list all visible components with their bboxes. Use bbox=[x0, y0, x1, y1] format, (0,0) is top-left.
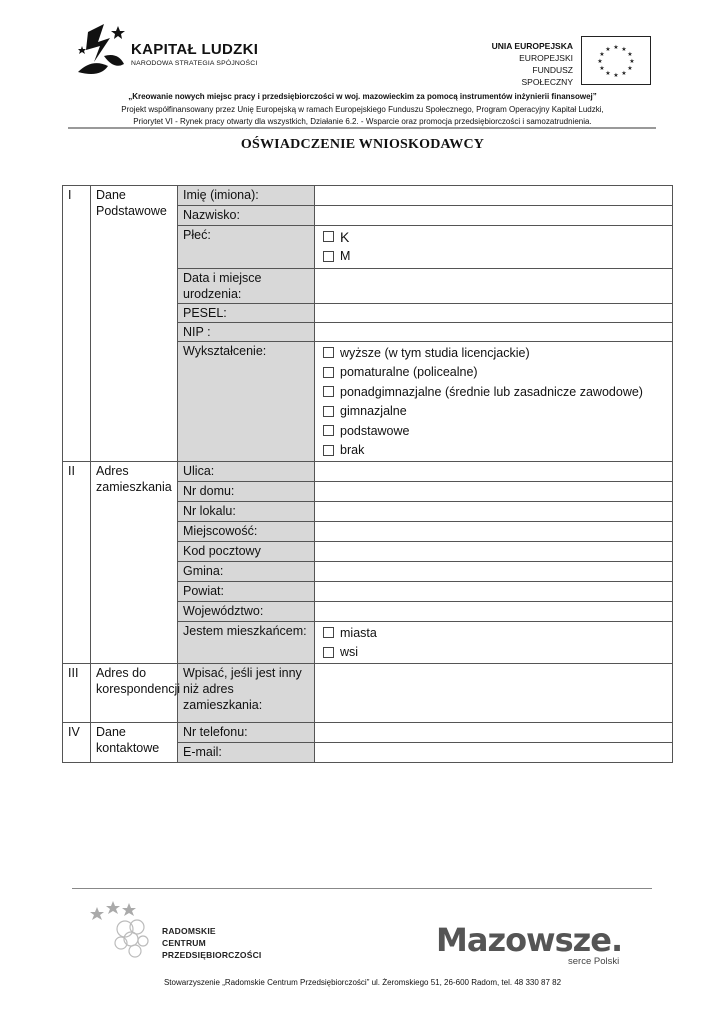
field-label-phone: Nr telefonu: bbox=[178, 723, 315, 743]
svg-text:★: ★ bbox=[621, 46, 627, 53]
checkbox-icon[interactable] bbox=[323, 347, 334, 358]
checkbox-icon[interactable] bbox=[323, 425, 334, 436]
eu-line-3: FUNDUSZ SPOŁECZNY bbox=[521, 65, 573, 87]
residence-options bbox=[315, 622, 673, 664]
education-option-label: gimnazjalne bbox=[340, 404, 407, 419]
field-label-pesel: PESEL: bbox=[178, 304, 315, 323]
field-label-gender: Płeć: bbox=[178, 226, 315, 269]
education-option[interactable] bbox=[320, 441, 668, 461]
section-4-name: Dane kontaktowe bbox=[91, 723, 178, 763]
intro-line-3: Priorytet VI - Rynek pracy otwarty dla wszystkich, Działanie 6.2. - Wsparcie oraz promocja przedsiębiorczości i samozatrudnienia. bbox=[133, 117, 592, 126]
correspondence-address-input[interactable] bbox=[315, 664, 673, 723]
svg-text:★: ★ bbox=[627, 65, 633, 72]
education-option[interactable] bbox=[320, 343, 668, 363]
svg-text:★: ★ bbox=[627, 51, 633, 58]
eu-flag-icon bbox=[581, 36, 651, 85]
checkbox-icon[interactable] bbox=[323, 445, 334, 456]
field-label-county: Powiat: bbox=[178, 582, 315, 602]
field-label-city: Miejscowość: bbox=[178, 522, 315, 542]
intro-project-name: „Kreowanie nowych miejsc pracy i przedsiębiorczości w woj. mazowieckim za pomocą instrumentów inżynierii finansowej” bbox=[128, 92, 597, 101]
email-input[interactable] bbox=[315, 743, 673, 763]
commune-input[interactable] bbox=[315, 562, 673, 582]
field-label-first-name: Imię (imiona): bbox=[178, 186, 315, 206]
kapital-ludzki-subtitle: NARODOWA STRATEGIA SPÓJNOŚCI bbox=[131, 60, 258, 67]
document-title: OŚWIADCZENIE WNIOSKODAWCY bbox=[240, 137, 485, 152]
checkbox-icon[interactable] bbox=[323, 406, 334, 417]
intro-line-2: Projekt współfinansowany przez Unię Europejską w ramach Europejskiego Funduszu Społecznego, Program Operacyjny Kapitał Ludzki, bbox=[121, 104, 604, 114]
residence-option-village[interactable] bbox=[320, 643, 668, 663]
checkbox-icon[interactable] bbox=[323, 367, 334, 378]
education-option[interactable] bbox=[320, 402, 668, 422]
field-label-commune: Gmina: bbox=[178, 562, 315, 582]
education-option-label: pomaturalne (policealne) bbox=[340, 365, 478, 380]
checkbox-icon[interactable] bbox=[323, 251, 334, 262]
last-name-input[interactable] bbox=[315, 206, 673, 226]
section-2-number: II bbox=[63, 462, 91, 664]
apartment-input[interactable] bbox=[315, 502, 673, 522]
section-3-number: III bbox=[63, 664, 91, 723]
education-option[interactable] bbox=[320, 421, 668, 441]
svg-text:★: ★ bbox=[613, 72, 619, 79]
phone-input[interactable] bbox=[315, 723, 673, 743]
field-label-email: E-mail: bbox=[178, 743, 315, 763]
education-options bbox=[315, 342, 673, 462]
rcp-name-line-1: RADOMSKIE bbox=[162, 926, 216, 936]
gender-option-k-label: K bbox=[340, 228, 350, 245]
field-label-postal-code: Kod pocztowy bbox=[178, 542, 315, 562]
gender-options bbox=[315, 226, 673, 269]
county-input[interactable] bbox=[315, 582, 673, 602]
footer-divider bbox=[72, 888, 652, 889]
section-1-number: I bbox=[63, 186, 91, 462]
svg-text:★: ★ bbox=[629, 58, 635, 65]
svg-text:★: ★ bbox=[605, 46, 611, 53]
section-1-name: Dane Podstawowe bbox=[91, 186, 178, 462]
field-label-correspondence: Wpisać, jeśli jest inny niż adres zamieszkania: bbox=[178, 664, 315, 723]
field-label-residence: Jestem mieszkańcem: bbox=[178, 622, 315, 664]
street-input[interactable] bbox=[315, 462, 673, 482]
rcp-stars-logo bbox=[85, 897, 265, 977]
project-intro bbox=[40, 91, 685, 129]
applicant-form-table bbox=[62, 185, 673, 763]
education-option-label: podstawowe bbox=[340, 423, 410, 438]
gender-option-k[interactable] bbox=[320, 227, 668, 247]
residence-option-city-label: miasta bbox=[340, 625, 377, 640]
first-name-input[interactable] bbox=[315, 186, 673, 206]
education-option[interactable] bbox=[320, 363, 668, 383]
mazowsze-logo: Mazowsze. bbox=[436, 921, 623, 959]
checkbox-icon[interactable] bbox=[323, 386, 334, 397]
svg-text:★: ★ bbox=[599, 65, 605, 72]
field-label-birth: Data i miejsce urodzenia: bbox=[178, 269, 315, 304]
section-2-name: Adres zamieszkania bbox=[91, 462, 178, 664]
checkbox-icon[interactable] bbox=[323, 627, 334, 638]
svg-text:★: ★ bbox=[621, 70, 627, 77]
education-option[interactable] bbox=[320, 382, 668, 402]
field-label-apartment: Nr lokalu: bbox=[178, 502, 315, 522]
residence-option-city[interactable] bbox=[320, 623, 668, 643]
section-3-name: Adres do korespondencji bbox=[91, 664, 178, 723]
field-label-nip: NIP : bbox=[178, 323, 315, 342]
rcp-name-line-3: PRZEDSIĘBIORCZOŚCI bbox=[162, 950, 262, 960]
residence-option-village-label: wsi bbox=[340, 645, 359, 660]
gender-option-m-label: M bbox=[340, 249, 351, 264]
field-label-voivodeship: Województwo: bbox=[178, 602, 315, 622]
gender-option-m[interactable] bbox=[320, 247, 668, 267]
education-option-label: ponadgimnazjalne (średnie lub zasadnicze zawodowe) bbox=[340, 384, 643, 399]
voivodeship-input[interactable] bbox=[315, 602, 673, 622]
field-label-house-number: Nr domu: bbox=[178, 482, 315, 502]
pesel-input[interactable] bbox=[315, 304, 673, 323]
eu-line-2: EUROPEJSKI bbox=[519, 53, 573, 63]
svg-text:★: ★ bbox=[605, 70, 611, 77]
field-label-last-name: Nazwisko: bbox=[178, 206, 315, 226]
svg-text:★: ★ bbox=[597, 58, 603, 65]
nip-input[interactable] bbox=[315, 323, 673, 342]
field-label-street: Ulica: bbox=[178, 462, 315, 482]
birth-date-place-input[interactable] bbox=[315, 269, 673, 304]
svg-text:★: ★ bbox=[613, 44, 619, 51]
footer-address: Stowarzyszenie „Radomskie Centrum Przedsiębiorczości” ul. Żeromskiego 51, 26-600 Radom, tel. 48 330 87 82 bbox=[163, 978, 562, 987]
field-label-education: Wykształcenie: bbox=[178, 342, 315, 462]
checkbox-icon[interactable] bbox=[323, 647, 334, 658]
header-divider bbox=[68, 127, 656, 129]
checkbox-icon[interactable] bbox=[323, 231, 334, 242]
postal-code-input[interactable] bbox=[315, 542, 673, 562]
education-option-label: wyższe (w tym studia licencjackie) bbox=[340, 345, 530, 360]
education-option-label: brak bbox=[340, 443, 365, 458]
eu-line-1: UNIA EUROPEJSKA bbox=[491, 41, 573, 51]
section-4-number: IV bbox=[63, 723, 91, 763]
house-number-input[interactable] bbox=[315, 482, 673, 502]
rcp-name-line-2: CENTRUM bbox=[162, 938, 206, 948]
svg-text:★: ★ bbox=[599, 51, 605, 58]
kapital-ludzki-title: KAPITAŁ LUDZKI bbox=[131, 41, 259, 58]
mazowsze-tagline: serce Polski bbox=[568, 956, 620, 967]
eu-text-block bbox=[481, 40, 573, 88]
city-input[interactable] bbox=[315, 522, 673, 542]
